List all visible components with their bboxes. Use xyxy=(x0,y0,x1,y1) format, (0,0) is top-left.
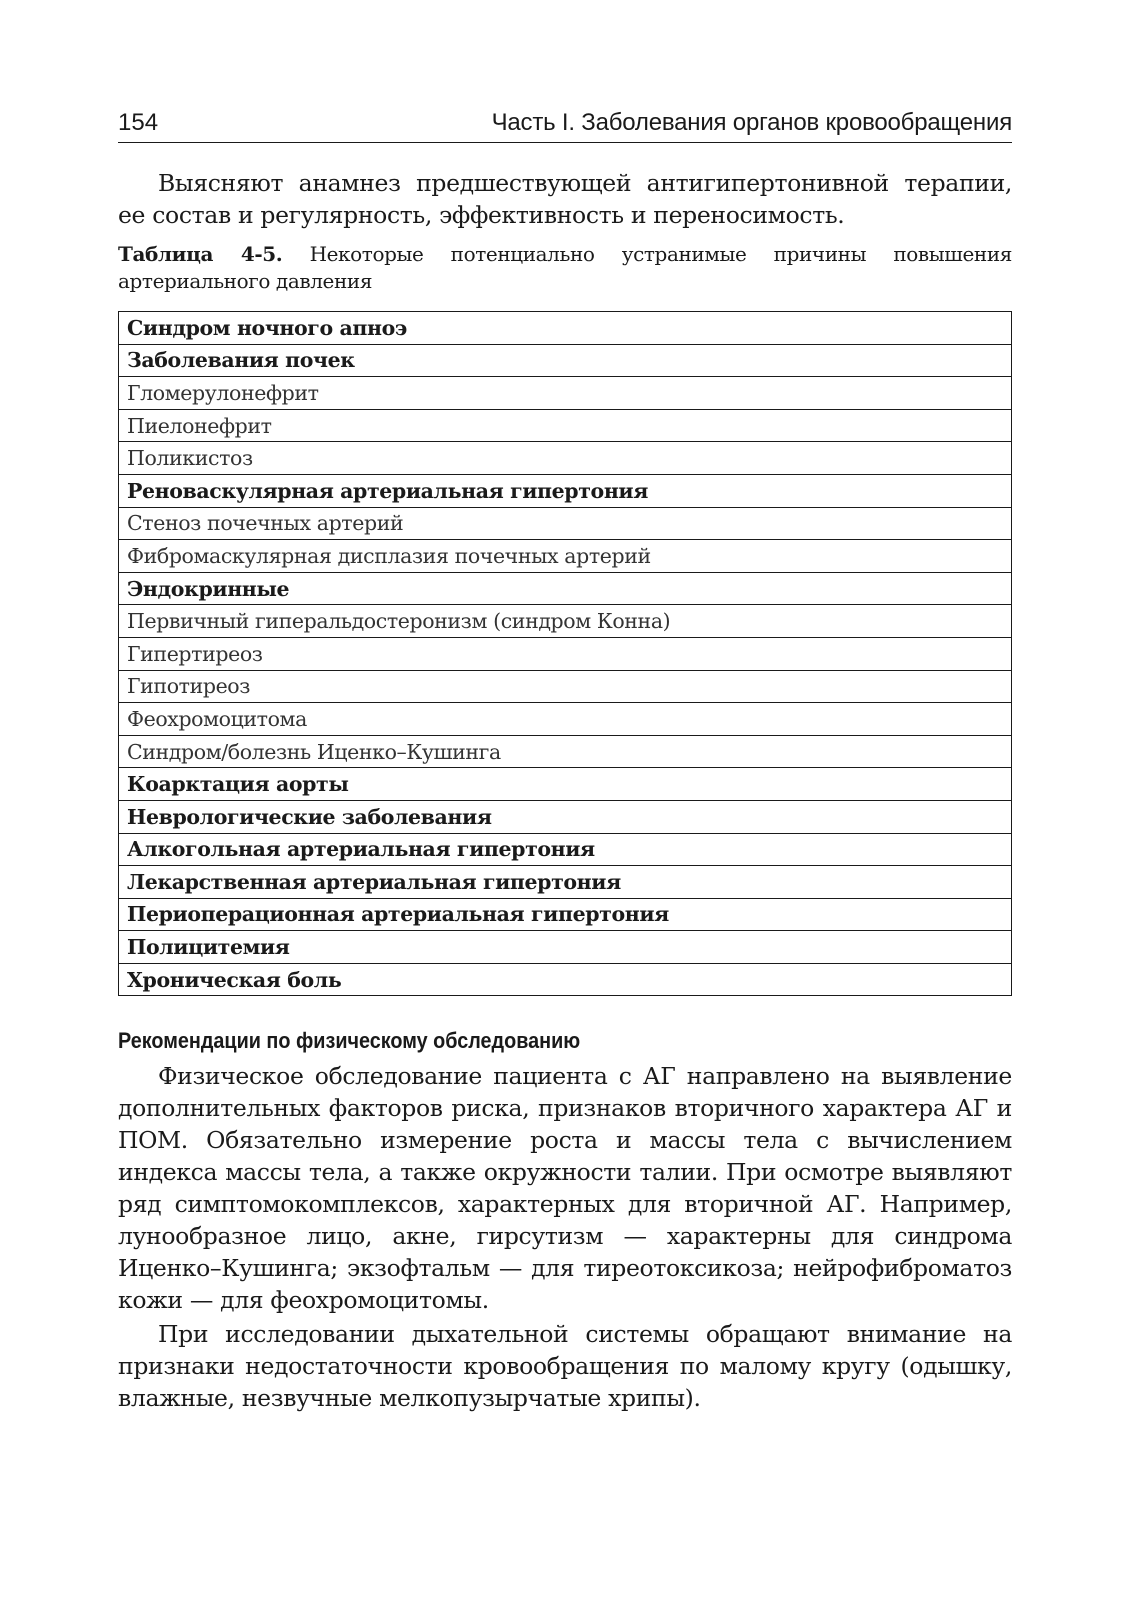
table-row-heading: Заболевания почек xyxy=(119,344,1012,377)
table-row xyxy=(119,377,1012,410)
table-row xyxy=(119,735,1012,768)
table-row xyxy=(119,800,1012,833)
table-caption-text: Некоторые потенциально устранимые причины повышения артериального давления xyxy=(118,242,1012,293)
table-row xyxy=(119,637,1012,670)
table-row-heading: Синдром ночного апноэ xyxy=(119,312,1012,345)
table-row-item: Феохромоцитома xyxy=(119,703,1012,736)
table-row-heading: Неврологические заболевания xyxy=(119,800,1012,833)
table-row-heading: Периоперационная артериальная гипертония xyxy=(119,898,1012,931)
respiratory-paragraph: При исследовании дыхательной системы обращают внимание на признаки недостаточности кровообращения по малому кругу (одышку, влажные, незвучные мелкопузырчатые хрипы). xyxy=(118,1320,1012,1413)
intro-paragraph: Выясняют анамнез предшествующей антигипертонивной терапии, ее состав и регулярность, эффективность и переносимость. xyxy=(118,169,1012,229)
table-row-heading: Коарктация аорты xyxy=(119,768,1012,801)
table-row xyxy=(119,768,1012,801)
table-row-item: Синдром/болезнь Иценко–Кушинга xyxy=(119,735,1012,768)
table-row xyxy=(119,442,1012,475)
table-row xyxy=(119,670,1012,703)
table-row-heading: Эндокринные xyxy=(119,572,1012,605)
table-row-item: Поликистоз xyxy=(119,442,1012,475)
table-row xyxy=(119,409,1012,442)
table-row xyxy=(119,312,1012,345)
table-row-heading: Полицитемия xyxy=(119,931,1012,964)
table-row-item: Стеноз почечных артерий xyxy=(119,507,1012,540)
causes-table-body xyxy=(119,312,1012,996)
page-number: 154 xyxy=(118,109,159,136)
running-title: Часть I. Заболевания органов кровообращения xyxy=(491,109,1012,136)
table-row-heading: Реноваскулярная артериальная гипертония xyxy=(119,474,1012,507)
causes-table xyxy=(118,311,1012,996)
table-row xyxy=(119,833,1012,866)
exam-paragraph: Физическое обследование пациента с АГ направлено на выявление дополнительных факторов риска, признаков вторичного характера АГ и ПОМ. Обязательно измерение роста и массы тела с вычислением индекса массы тела, а также окружности талии. При осмотре выявляют ряд симптомокомплексов, характерных для вторичной АГ. Например, лунообразное лицо, акне, гирсутизм — характерны для синдрома Иценко–Кушинга; экзофтальм — для тиреотоксикоза; нейрофиброматоз кожи — для феохромоцитомы. xyxy=(118,1062,1012,1315)
table-caption-label: Таблица 4-5. xyxy=(118,242,283,266)
table-row-item: Фибромаскулярная дисплазия почечных артерий xyxy=(119,540,1012,573)
table-row-heading: Алкогольная артериальная гипертония xyxy=(119,833,1012,866)
table-row-heading: Хроническая боль xyxy=(119,963,1012,996)
table-row-item: Первичный гиперальдостеронизм (синдром Конна) xyxy=(119,605,1012,638)
table-caption xyxy=(118,241,1012,295)
table-row-heading: Лекарственная артериальная гипертония xyxy=(119,866,1012,899)
table-row-item: Пиелонефрит xyxy=(119,409,1012,442)
table-row xyxy=(119,898,1012,931)
section-heading: Рекомендации по физическому обследованию xyxy=(118,1028,581,1054)
table-row xyxy=(119,344,1012,377)
table-row-item: Гломерулонефрит xyxy=(119,377,1012,410)
table-row xyxy=(119,963,1012,996)
running-header xyxy=(118,108,1012,143)
table-row xyxy=(119,605,1012,638)
table-row-item: Гипотиреоз xyxy=(119,670,1012,703)
table-row xyxy=(119,572,1012,605)
table-row xyxy=(119,507,1012,540)
book-page xyxy=(118,108,1012,1414)
table-row xyxy=(119,931,1012,964)
table-row xyxy=(119,703,1012,736)
table-row xyxy=(119,866,1012,899)
table-row xyxy=(119,540,1012,573)
table-row-item: Гипертиреоз xyxy=(119,637,1012,670)
table-row xyxy=(119,474,1012,507)
